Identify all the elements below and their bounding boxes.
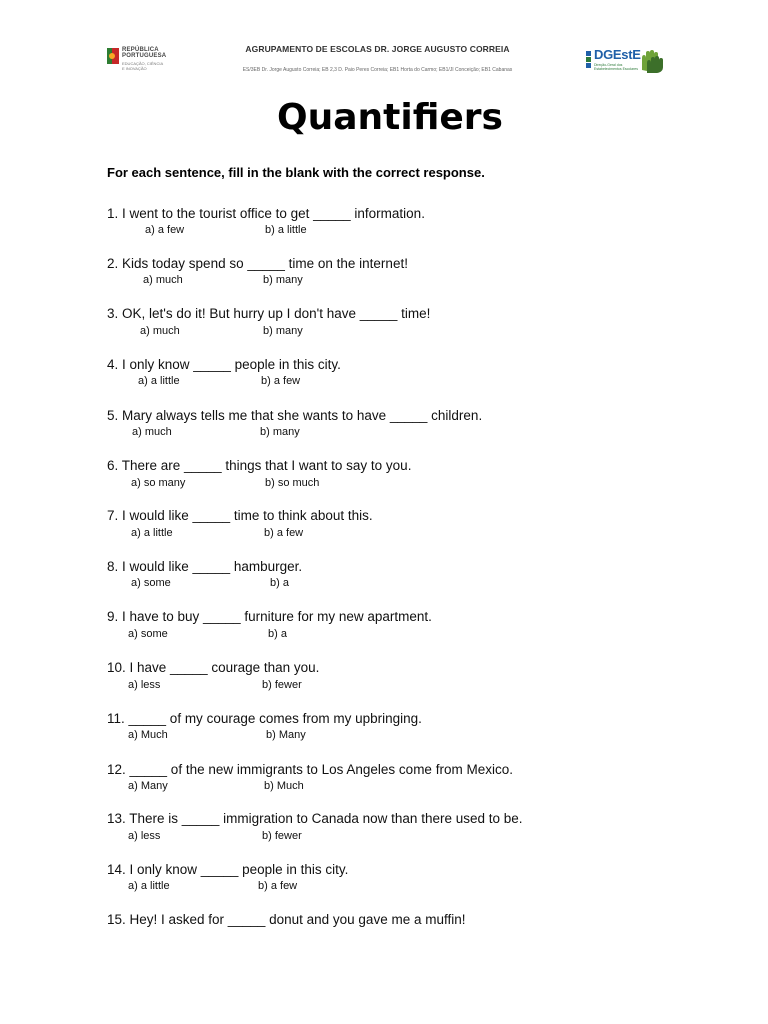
question-11-option-a: a) Much <box>128 729 168 741</box>
dgeste-logo <box>586 46 666 76</box>
question-10-option-b: b) fewer <box>262 679 302 691</box>
question-2-option-b: b) many <box>263 274 303 286</box>
ministry-text <box>122 62 163 71</box>
hands-icon <box>638 48 664 74</box>
question-14-option-b: b) a few <box>258 880 298 892</box>
question-12-option-b: b) Much <box>264 780 304 792</box>
question-1-option-b: b) a little <box>265 224 307 236</box>
page-title: Quantifiers <box>277 97 503 138</box>
instruction-text: For each sentence, fill in the blank with the correct response. <box>107 165 485 180</box>
dgeste-sub: Direção-Geral dos Estabelecimentos Escolares <box>594 63 638 71</box>
question-14: 14. I only know _____ people in this city. <box>107 862 349 877</box>
republic-text <box>122 47 166 59</box>
question-2-option-a: a) much <box>143 274 183 286</box>
question-4-option-a: a) a little <box>138 375 180 387</box>
question-6: 6. There are _____ things that I want to say to you. <box>107 458 412 473</box>
republic-line-2: PORTUGUESA <box>122 53 167 59</box>
question-8-option-a: a) some <box>131 577 171 589</box>
question-7-option-a: a) a little <box>131 527 173 539</box>
page-header <box>0 0 768 90</box>
ministry-line-2: E INOVAÇÃO <box>122 65 147 71</box>
question-3: 3. OK, let's do it! But hurry up I don't have _____ time! <box>107 306 431 321</box>
dgeste-label: DGEstE <box>594 47 641 62</box>
question-9-option-b: b) a <box>268 628 287 640</box>
question-13: 13. There is _____ immigration to Canada now than there used to be. <box>107 811 523 826</box>
question-9-option-a: a) some <box>128 628 168 640</box>
question-8-option-b: b) a <box>270 577 289 589</box>
question-5-option-b: b) many <box>260 426 300 438</box>
question-6-option-b: b) so much <box>265 477 320 489</box>
question-6-option-a: a) so many <box>131 477 186 489</box>
question-10: 10. I have _____ courage than you. <box>107 660 320 675</box>
question-5: 5. Mary always tells me that she wants to have _____ children. <box>107 408 483 423</box>
question-1-option-a: a) a few <box>145 224 185 236</box>
question-13-option-a: a) less <box>128 830 161 842</box>
question-13-option-b: b) fewer <box>262 830 302 842</box>
question-1: 1. I went to the tourist office to get _____ information. <box>107 206 425 221</box>
question-12: 12. _____ of the new immigrants to Los Angeles come from Mexico. <box>107 762 513 777</box>
question-11-option-b: b) Many <box>266 729 306 741</box>
question-7-option-b: b) a few <box>264 527 304 539</box>
school-name: AGRUPAMENTO DE ESCOLAS DR. JORGE AUGUSTO CORREIA <box>245 44 510 54</box>
question-14-option-a: a) a little <box>128 880 170 892</box>
portugal-flag-icon <box>107 48 119 64</box>
school-header <box>215 44 540 73</box>
question-3-option-a: a) much <box>140 325 180 337</box>
ministry-line-1: EDUCAÇÃO, CIÊNCIA <box>122 61 164 66</box>
question-4-option-b: b) a few <box>261 375 301 387</box>
question-5-option-a: a) much <box>132 426 172 438</box>
question-11: 11. _____ of my courage comes from my upbringing. <box>107 711 422 726</box>
school-list: ES/3EB Dr. Jorge Augusto Correia; EB 2,3 D. Paio Peres Correia; EB1 Horta do Carmo; EB1/JI Conceição; EB1 Cabanas <box>242 67 513 73</box>
republica-portuguesa-logo <box>107 46 177 76</box>
question-15: 15. Hey! I asked for _____ donut and you gave me a muffin! <box>107 912 466 927</box>
question-12-option-a: a) Many <box>128 780 168 792</box>
republic-line-1: REPÚBLICA <box>122 47 159 53</box>
question-9: 9. I have to buy _____ furniture for my new apartment. <box>107 609 432 624</box>
question-3-option-b: b) many <box>263 325 303 337</box>
question-10-option-a: a) less <box>128 679 161 691</box>
question-4: 4. I only know _____ people in this city. <box>107 357 341 372</box>
question-2: 2. Kids today spend so _____ time on the internet! <box>107 256 408 271</box>
question-8: 8. I would like _____ hamburger. <box>107 559 303 574</box>
question-7: 7. I would like _____ time to think about this. <box>107 508 373 523</box>
